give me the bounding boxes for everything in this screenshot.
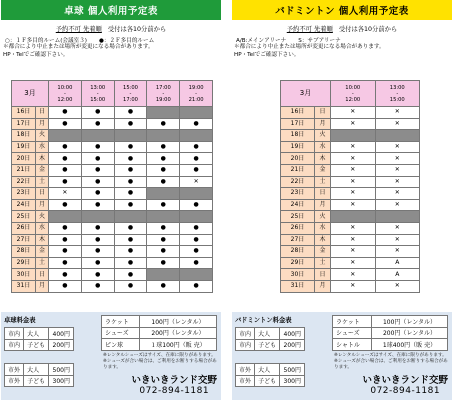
table-row — [12, 118, 213, 130]
availability-cell: ● — [114, 246, 147, 258]
availability-cell: ● — [49, 153, 82, 165]
availability-cell: ✕ — [375, 107, 420, 119]
availability-cell: ✕ — [331, 118, 376, 130]
availability-cell: ● — [180, 153, 213, 165]
availability-cell: ● — [114, 118, 147, 130]
closed-cell — [147, 211, 180, 223]
fee-title: バドミントン料金表 — [235, 317, 292, 324]
date-cell: 21日 — [12, 164, 36, 176]
slot-header: 13:00 - 15:00 — [81, 81, 114, 107]
badminton-panel — [232, 0, 452, 400]
reservation-notice: 予約不可 先着順 受付は各10分前から — [286, 26, 398, 33]
availability-cell: ● — [81, 176, 114, 188]
availability-cell: ● — [81, 141, 114, 153]
date-cell: 31日 — [281, 280, 315, 292]
date-cell: 19日 — [12, 141, 36, 153]
fee-table-outside — [4, 363, 74, 387]
table-row — [281, 269, 420, 281]
date-cell: 18日 — [281, 130, 315, 142]
table-row — [281, 118, 420, 130]
weekday-cell: 水 — [36, 222, 49, 234]
weekday-cell: 金 — [36, 246, 49, 258]
date-cell: 27日 — [281, 234, 315, 246]
table-row — [281, 164, 420, 176]
availability-cell: ● — [147, 199, 180, 211]
slot-header: 17:00 - 19:00 — [147, 81, 180, 107]
weekday-cell: 金 — [36, 164, 49, 176]
availability-cell: ● — [81, 234, 114, 246]
availability-cell: ● — [114, 188, 147, 200]
legend: ○：１Ｆ多目的ルーム(会議室３) ●：２Ｆ多目的ルーム — [5, 38, 155, 44]
availability-cell: ● — [147, 153, 180, 165]
change-note: ＊都合により中止または場所が変更になる場合があります。 — [234, 44, 385, 50]
table-row — [281, 188, 420, 200]
equipment-table — [332, 315, 448, 351]
table-row — [281, 222, 420, 234]
availability-cell: ● — [114, 257, 147, 269]
availability-cell: ✕ — [331, 107, 376, 119]
availability-cell: ● — [49, 269, 82, 281]
closed-cell — [49, 130, 82, 142]
weekday-cell: 日 — [315, 269, 331, 281]
closed-cell — [114, 130, 147, 142]
facility-brand — [362, 372, 448, 396]
closed-cell — [375, 211, 420, 223]
table-row: 市内 子ども 200円 — [236, 339, 305, 351]
date-cell: 19日 — [281, 141, 315, 153]
date-cell: 18日 — [12, 130, 36, 142]
table-row: 市外 大人 500円 — [5, 364, 74, 376]
rental-note: ※レンタルシューズはサイズ、在庫に限りがあります。 ※シューズが合い場合は、ご利用をお断りする場合があります。 — [334, 353, 448, 370]
availability-cell: ● — [114, 164, 147, 176]
date-cell: 20日 — [12, 153, 36, 165]
availability-cell: ✕ — [375, 246, 420, 258]
availability-cell: ✕ — [331, 176, 376, 188]
closed-cell — [375, 130, 420, 142]
availability-cell: ● — [147, 176, 180, 188]
availability-cell: ● — [147, 222, 180, 234]
availability-cell: ✕ — [331, 199, 376, 211]
weekday-cell: 火 — [36, 211, 49, 223]
availability-cell: ✕ — [331, 153, 376, 165]
table-row: 市外 子ども 300円 — [236, 375, 305, 387]
table-row — [12, 257, 213, 269]
weekday-cell: 木 — [36, 234, 49, 246]
closed-cell — [180, 130, 213, 142]
date-cell: 30日 — [12, 269, 36, 281]
schedule-body — [281, 107, 420, 293]
weekday-cell: 火 — [36, 130, 49, 142]
availability-cell: ● — [147, 280, 180, 292]
date-cell: 17日 — [12, 118, 36, 130]
weekday-cell: 金 — [315, 164, 331, 176]
table-row — [12, 269, 213, 281]
availability-cell: ● — [180, 280, 213, 292]
availability-cell: ● — [81, 188, 114, 200]
table-row: 市内 大人 400円 — [5, 328, 74, 340]
closed-cell — [114, 211, 147, 223]
availability-cell: ✕ — [375, 234, 420, 246]
availability-cell: ✕ — [375, 141, 420, 153]
schedule-table — [11, 80, 213, 293]
month-header: 3月 — [281, 81, 331, 107]
facility-name: いきいきランド交野 — [362, 375, 448, 386]
table-row — [12, 280, 213, 292]
availability-cell: ● — [147, 164, 180, 176]
date-cell: 27日 — [12, 234, 36, 246]
availability-cell: ✕ — [375, 199, 420, 211]
slot-header: 10:00 - 12:00 — [49, 81, 82, 107]
weekday-cell: 火 — [315, 211, 331, 223]
availability-cell: ● — [49, 164, 82, 176]
availability-cell: ● — [49, 199, 82, 211]
table-row — [12, 211, 213, 223]
table-row — [281, 141, 420, 153]
facility-brand — [131, 372, 217, 396]
availability-cell: ● — [49, 222, 82, 234]
availability-cell: ✕ — [375, 280, 420, 292]
table-row — [12, 188, 213, 200]
date-cell: 23日 — [281, 188, 315, 200]
weekday-cell: 木 — [315, 153, 331, 165]
date-cell: 20日 — [281, 153, 315, 165]
closed-cell — [81, 211, 114, 223]
availability-cell: ● — [81, 199, 114, 211]
availability-cell: ● — [81, 118, 114, 130]
schedule-body — [12, 107, 213, 293]
availability-cell: ● — [114, 280, 147, 292]
closed-cell — [147, 188, 180, 200]
fee-table-city — [235, 327, 305, 351]
closed-cell — [180, 188, 213, 200]
table-row: シャトル 1球400円（販 売） — [333, 339, 448, 351]
availability-cell: ● — [81, 246, 114, 258]
table-row: 市外 大人 500円 — [236, 364, 305, 376]
table-row — [12, 130, 213, 142]
availability-cell: ● — [49, 176, 82, 188]
month-header: 3月 — [12, 81, 49, 107]
confirm-note: HP・Telでご確認下さい。 — [234, 51, 300, 58]
availability-cell: ✕ — [331, 222, 376, 234]
table-row: 市内 大人 400円 — [236, 328, 305, 340]
fee-title: 卓球料金表 — [4, 317, 36, 324]
availability-cell: ● — [81, 153, 114, 165]
availability-cell: ● — [49, 280, 82, 292]
availability-cell: ✕ — [375, 188, 420, 200]
date-cell: 30日 — [281, 269, 315, 281]
availability-cell: ● — [180, 164, 213, 176]
closed-cell — [331, 130, 376, 142]
weekday-cell: 月 — [36, 199, 49, 211]
table-row — [12, 176, 213, 188]
weekday-cell: 土 — [36, 257, 49, 269]
availability-cell: ✕ — [375, 164, 420, 176]
weekday-cell: 土 — [36, 176, 49, 188]
date-cell: 22日 — [12, 176, 36, 188]
table-tennis-panel — [1, 0, 221, 400]
availability-cell: ● — [81, 164, 114, 176]
table-row — [12, 141, 213, 153]
availability-cell: ● — [49, 118, 82, 130]
availability-cell: ● — [147, 257, 180, 269]
table-row — [281, 234, 420, 246]
fee-table-outside — [235, 363, 305, 387]
availability-cell: A — [375, 257, 420, 269]
closed-cell — [180, 211, 213, 223]
table-row — [281, 107, 420, 119]
date-cell: 26日 — [281, 222, 315, 234]
availability-cell: ✕ — [331, 234, 376, 246]
weekday-cell: 日 — [36, 188, 49, 200]
closed-cell — [147, 130, 180, 142]
closed-cell — [180, 269, 213, 281]
table-row — [12, 246, 213, 258]
availability-cell: ✕ — [49, 188, 82, 200]
availability-cell: ● — [81, 107, 114, 119]
slot-header: 13:00 - 15:00 — [375, 81, 420, 107]
availability-cell: ● — [49, 141, 82, 153]
closed-cell — [147, 269, 180, 281]
availability-cell: A — [375, 269, 420, 281]
date-cell: 28日 — [12, 246, 36, 258]
weekday-cell: 月 — [315, 280, 331, 292]
reservation-notice: 予約不可 先着順 受付は各10分前から — [55, 26, 167, 33]
table-row — [281, 257, 420, 269]
availability-cell: ● — [114, 199, 147, 211]
weekday-cell: 月 — [36, 118, 49, 130]
legend: A/B:メインアリーナ S：サブアリーナ — [236, 38, 341, 44]
weekday-cell: 土 — [315, 176, 331, 188]
schedule-table — [280, 80, 420, 293]
availability-cell: ✕ — [331, 257, 376, 269]
availability-cell: ● — [114, 141, 147, 153]
table-row — [281, 280, 420, 292]
weekday-cell: 土 — [315, 257, 331, 269]
date-cell: 25日 — [281, 211, 315, 223]
weekday-cell: 日 — [36, 269, 49, 281]
availability-cell: ✕ — [331, 269, 376, 281]
date-cell: 31日 — [12, 280, 36, 292]
weekday-cell: 水 — [36, 141, 49, 153]
availability-cell: ● — [81, 280, 114, 292]
closed-cell — [331, 211, 376, 223]
table-row — [12, 164, 213, 176]
availability-cell: ● — [180, 257, 213, 269]
fee-section — [232, 312, 452, 400]
table-row — [281, 153, 420, 165]
weekday-cell: 月 — [36, 280, 49, 292]
availability-cell: ● — [49, 246, 82, 258]
rental-note: ※レンタルシューズはサイズ、在庫に限りがあります。 ※シューズが合い場合は、ご利用をお断りする場合があります。 — [103, 353, 217, 370]
page-title: バドミントン 個人利用予定表 — [232, 0, 452, 20]
equipment-table — [101, 315, 217, 351]
availability-cell: ● — [180, 118, 213, 130]
date-cell: 16日 — [281, 107, 315, 119]
table-row — [12, 222, 213, 234]
date-cell: 24日 — [281, 199, 315, 211]
availability-cell: ✕ — [331, 164, 376, 176]
availability-cell: ✕ — [331, 188, 376, 200]
date-cell: 24日 — [12, 199, 36, 211]
availability-cell: ● — [114, 269, 147, 281]
date-cell: 23日 — [12, 188, 36, 200]
availability-cell: ● — [49, 257, 82, 269]
table-row — [281, 246, 420, 258]
page-title: 卓球 個人利用予定表 — [1, 0, 221, 20]
table-row: ラケット 100円（レンタル） — [102, 316, 217, 328]
table-row: ピン球 １球100円（販 売） — [102, 339, 217, 351]
availability-cell: ● — [81, 222, 114, 234]
availability-cell: ✕ — [331, 280, 376, 292]
availability-cell: ● — [81, 257, 114, 269]
availability-cell: ● — [49, 234, 82, 246]
weekday-cell: 月 — [315, 118, 331, 130]
availability-cell: ● — [180, 234, 213, 246]
facility-phone: 072-894-1181 — [370, 386, 441, 396]
weekday-cell: 金 — [315, 246, 331, 258]
weekday-cell: 水 — [315, 141, 331, 153]
availability-cell: ● — [180, 246, 213, 258]
availability-cell: ● — [81, 269, 114, 281]
table-row: 市内 子ども 200円 — [5, 339, 74, 351]
weekday-cell: 火 — [315, 130, 331, 142]
table-row — [281, 176, 420, 188]
weekday-cell: 水 — [315, 222, 331, 234]
availability-cell: ● — [114, 234, 147, 246]
availability-cell: ● — [114, 222, 147, 234]
availability-cell: ✕ — [331, 246, 376, 258]
table-row — [12, 153, 213, 165]
weekday-cell: 日 — [36, 107, 49, 119]
closed-cell — [147, 107, 180, 119]
date-cell: 21日 — [281, 164, 315, 176]
availability-cell: ● — [147, 141, 180, 153]
date-cell: 25日 — [12, 211, 36, 223]
availability-cell: ● — [180, 222, 213, 234]
date-cell: 22日 — [281, 176, 315, 188]
facility-phone: 072-894-1181 — [139, 386, 210, 396]
date-cell: 17日 — [281, 118, 315, 130]
table-row: シューズ 200円（レンタル） — [102, 327, 217, 339]
availability-cell: ● — [49, 107, 82, 119]
fee-table-city — [4, 327, 74, 351]
closed-cell — [49, 211, 82, 223]
slot-header: 19:00 - 21:00 — [180, 81, 213, 107]
availability-cell: ✕ — [375, 176, 420, 188]
date-cell: 29日 — [281, 257, 315, 269]
availability-cell: ✕ — [375, 118, 420, 130]
availability-cell: ✕ — [180, 176, 213, 188]
weekday-cell: 日 — [315, 188, 331, 200]
availability-cell: ● — [180, 141, 213, 153]
weekday-cell: 木 — [36, 153, 49, 165]
table-row — [12, 199, 213, 211]
availability-cell: ● — [114, 176, 147, 188]
table-row — [281, 211, 420, 223]
fee-section — [1, 312, 221, 400]
weekday-cell: 月 — [315, 199, 331, 211]
availability-cell: ● — [114, 107, 147, 119]
availability-cell: ● — [147, 118, 180, 130]
table-row — [12, 234, 213, 246]
facility-name: いきいきランド交野 — [131, 375, 217, 386]
date-cell: 29日 — [12, 257, 36, 269]
availability-cell: ● — [147, 234, 180, 246]
availability-cell: ✕ — [375, 153, 420, 165]
table-row: 市外 子ども 300円 — [5, 375, 74, 387]
date-cell: 28日 — [281, 246, 315, 258]
change-note: ＊都合により中止または場所が変更になる場合があります。 — [3, 44, 154, 50]
weekday-cell: 日 — [315, 107, 331, 119]
availability-cell: ● — [147, 246, 180, 258]
date-cell: 26日 — [12, 222, 36, 234]
table-row: ラケット 100円（レンタル） — [333, 316, 448, 328]
table-row — [12, 107, 213, 119]
date-cell: 16日 — [12, 107, 36, 119]
closed-cell — [81, 130, 114, 142]
availability-cell: ✕ — [331, 141, 376, 153]
availability-cell: ● — [180, 199, 213, 211]
availability-cell: ✕ — [375, 222, 420, 234]
slot-header: 15:00 - 17:00 — [114, 81, 147, 107]
confirm-note: HP・Telでご確認下さい。 — [3, 51, 69, 58]
availability-cell: ● — [114, 153, 147, 165]
table-row — [281, 130, 420, 142]
table-row: シューズ 200円（レンタル） — [333, 327, 448, 339]
slot-header: 10:00 - 12:00 — [331, 81, 376, 107]
table-row — [281, 199, 420, 211]
closed-cell — [180, 107, 213, 119]
weekday-cell: 木 — [315, 234, 331, 246]
